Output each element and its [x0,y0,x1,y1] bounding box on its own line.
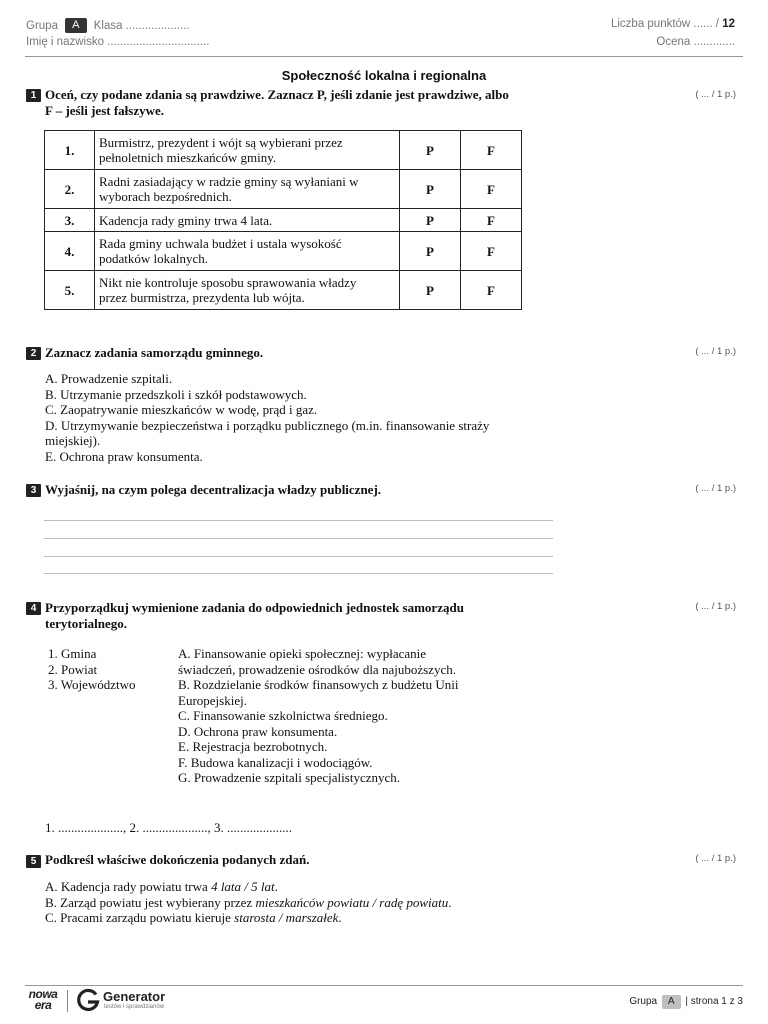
sentence-b [45,895,452,911]
sentence-a [45,879,452,895]
task-item: D. Ochrona praw konsumenta. [178,723,338,739]
q5-points: ( ... / 1 p.) [695,853,736,864]
true-false-table [44,130,522,310]
sentence-c [45,910,452,926]
q1-points: ( ... / 1 p.) [695,89,736,100]
nowa-era-logo [25,989,61,1011]
task-item: Europejskiej. [178,692,247,708]
task-item: C. Finansowanie szkolnictwa średniego. [178,708,388,723]
q2-points: ( ... / 1 p.) [695,346,736,357]
option-c[interactable]: C. Zaopatrywanie mieszkańców w wodę, prąd i gaz. [45,402,318,417]
footer-divider [25,985,743,986]
answer-line[interactable] [44,538,553,539]
statement-line: wyborach bezpośrednich. [99,189,232,204]
true-option[interactable]: P [400,271,461,310]
unit-list [48,646,136,693]
table-row [45,232,522,271]
true-option[interactable]: P [400,170,461,209]
points-field [611,18,735,30]
statement [95,271,400,310]
choice-text[interactable]: starosta / marszałek [234,910,339,925]
q4-number: 4 [26,602,41,615]
row-number: 1. [45,131,95,170]
q5-sentences [45,879,452,926]
table-row [45,209,522,232]
sentence-text: B. Zarząd powiatu jest wybierany przez [45,894,256,910]
statement [95,131,400,170]
sentence-end: . [274,879,278,894]
grade-field: Ocena ............. [656,36,735,48]
option-b[interactable]: B. Utrzymanie przedszkoli i szkół podstawowych. [45,386,307,402]
false-option[interactable]: F [461,131,522,170]
row-number: 4. [45,232,95,271]
unit-item: 2. Powiat [48,661,98,677]
unit-item: 1. Gmina [48,646,97,661]
statement-line: podatków lokalnych. [99,251,209,266]
answer-line[interactable] [44,520,553,521]
false-option[interactable]: F [461,271,522,310]
unit-item: 3. Województwo [48,677,136,692]
page-title: Społeczność lokalna i regionalna [281,68,487,83]
choice-text[interactable]: 4 lata / 5 lat [211,879,275,894]
q4-points: ( ... / 1 p.) [695,601,736,612]
row-number: 5. [45,271,95,310]
task-item: A. Finansowanie opieki społecznej: wypłacanie [178,646,427,661]
logo-line: nowa [28,987,58,1001]
statement [95,209,400,232]
choice-text[interactable]: mieszkańców powiatu / radę powiatu [255,894,449,910]
false-option[interactable]: F [461,232,522,271]
group-field [26,18,190,33]
sentence-end: . [338,910,342,925]
statement [95,170,400,209]
q2-number: 2 [26,347,41,360]
statement-line: przez burmistrza, prezydenta lub wójta. [99,290,305,305]
statement-line: Radni zasiadający w radzie gminy są wyłaniani w [99,174,359,189]
footer-group-label: Grupa [629,996,658,1007]
row-number: 2. [45,170,95,209]
table-row [45,131,522,170]
statement-line: pełnoletnich mieszkańców gminy. [99,150,277,165]
generator-subtitle: testów i sprawdzianów [104,1004,165,1010]
option-a[interactable]: A. Prowadzenie szpitali. [45,371,173,386]
task-list [178,646,459,786]
q4-text [45,600,464,632]
statement-line: Kadencja rady gminy trwa 4 lata. [99,212,273,228]
name-field: Imię i nazwisko ................................ [26,36,210,48]
task-item: B. Rozdzielanie środków finansowych z budżetu Unii [178,677,459,692]
statement-line: Burmistrz, prezydent i wójt są wybierani przez [99,135,343,150]
q1-text-line2: F – jeśli jest fałszywe. [45,103,165,118]
statement [95,232,400,271]
q4-text-line1: Przyporządkuj wymienione zadania do odpowiednich jednostek samorządu [45,600,464,615]
group-badge: A [65,18,86,33]
points-max: 12 [722,18,735,30]
task-item: F. Budowa kanalizacji i wodociągów. [178,754,373,770]
q1-text [45,87,509,119]
q1-number: 1 [26,89,41,102]
q4-answer-line[interactable]: 1. ...................., 2. ...................., 3. .................... [45,820,292,835]
generator-title: Generator [103,989,166,1004]
task-item: G. Prowadzenie szpitali specjalistycznych. [178,770,401,785]
generator-icon [75,988,101,1014]
task-item: E. Rejestracja bezrobotnych. [178,739,328,754]
answer-line[interactable] [44,573,553,574]
task-item: świadczeń, prowadzenie ośrodków dla najuboższych. [178,661,456,677]
logo-line: era [34,998,52,1012]
false-option[interactable]: F [461,170,522,209]
points-label: Liczba punktów ...... / [610,18,719,30]
sentence-text: C. Pracami zarządu powiatu kieruje [45,910,235,925]
table-row [45,271,522,310]
row-number: 3. [45,209,95,232]
true-option[interactable]: P [400,209,461,232]
q3-number: 3 [26,484,41,497]
option-d-continued: miejskiej). [45,433,101,448]
class-field: Klasa .................... [93,20,190,32]
sentence-text: A. Kadencja rady powiatu trwa [45,879,212,894]
statement-line: Rada gminy uchwala budżet i ustala wysokość [99,236,342,251]
q4-text-line2: terytorialnego. [45,616,127,631]
footer-group-badge: A [662,995,681,1009]
option-d[interactable]: D. Utrzymywanie bezpieczeństwa i porządku publicznego (m.in. finansowanie straży [45,417,490,433]
q1-text-line1: Oceń, czy podane zdania są prawdziwe. Zaznacz P, jeśli zdanie jest prawdziwe, albo [45,87,509,102]
q2-text: Zaznacz zadania samorządu gminnego. [45,345,264,360]
table-row [45,170,522,209]
page-number: | strona 1 z 3 [685,996,743,1007]
option-e[interactable]: E. Ochrona praw konsumenta. [45,448,203,464]
logo-separator [67,990,68,1012]
page-info [629,995,743,1009]
q3-text: Wyjaśnij, na czym polega decentralizacja władzy publicznej. [45,482,382,497]
answer-line[interactable] [44,556,553,557]
q5-text: Podkreśl właściwe dokończenia podanych zdań. [45,852,310,867]
statement-line: Nikt nie kontroluje sposobu sprawowania władzy [99,275,357,290]
true-option[interactable]: P [400,131,461,170]
q2-options [45,371,489,464]
q5-number: 5 [26,855,41,868]
sentence-end: . [448,894,452,910]
false-option[interactable]: F [461,209,522,232]
true-option[interactable]: P [400,232,461,271]
header-divider [25,56,743,57]
group-label: Grupa [26,20,58,32]
q3-points: ( ... / 1 p.) [695,483,736,494]
